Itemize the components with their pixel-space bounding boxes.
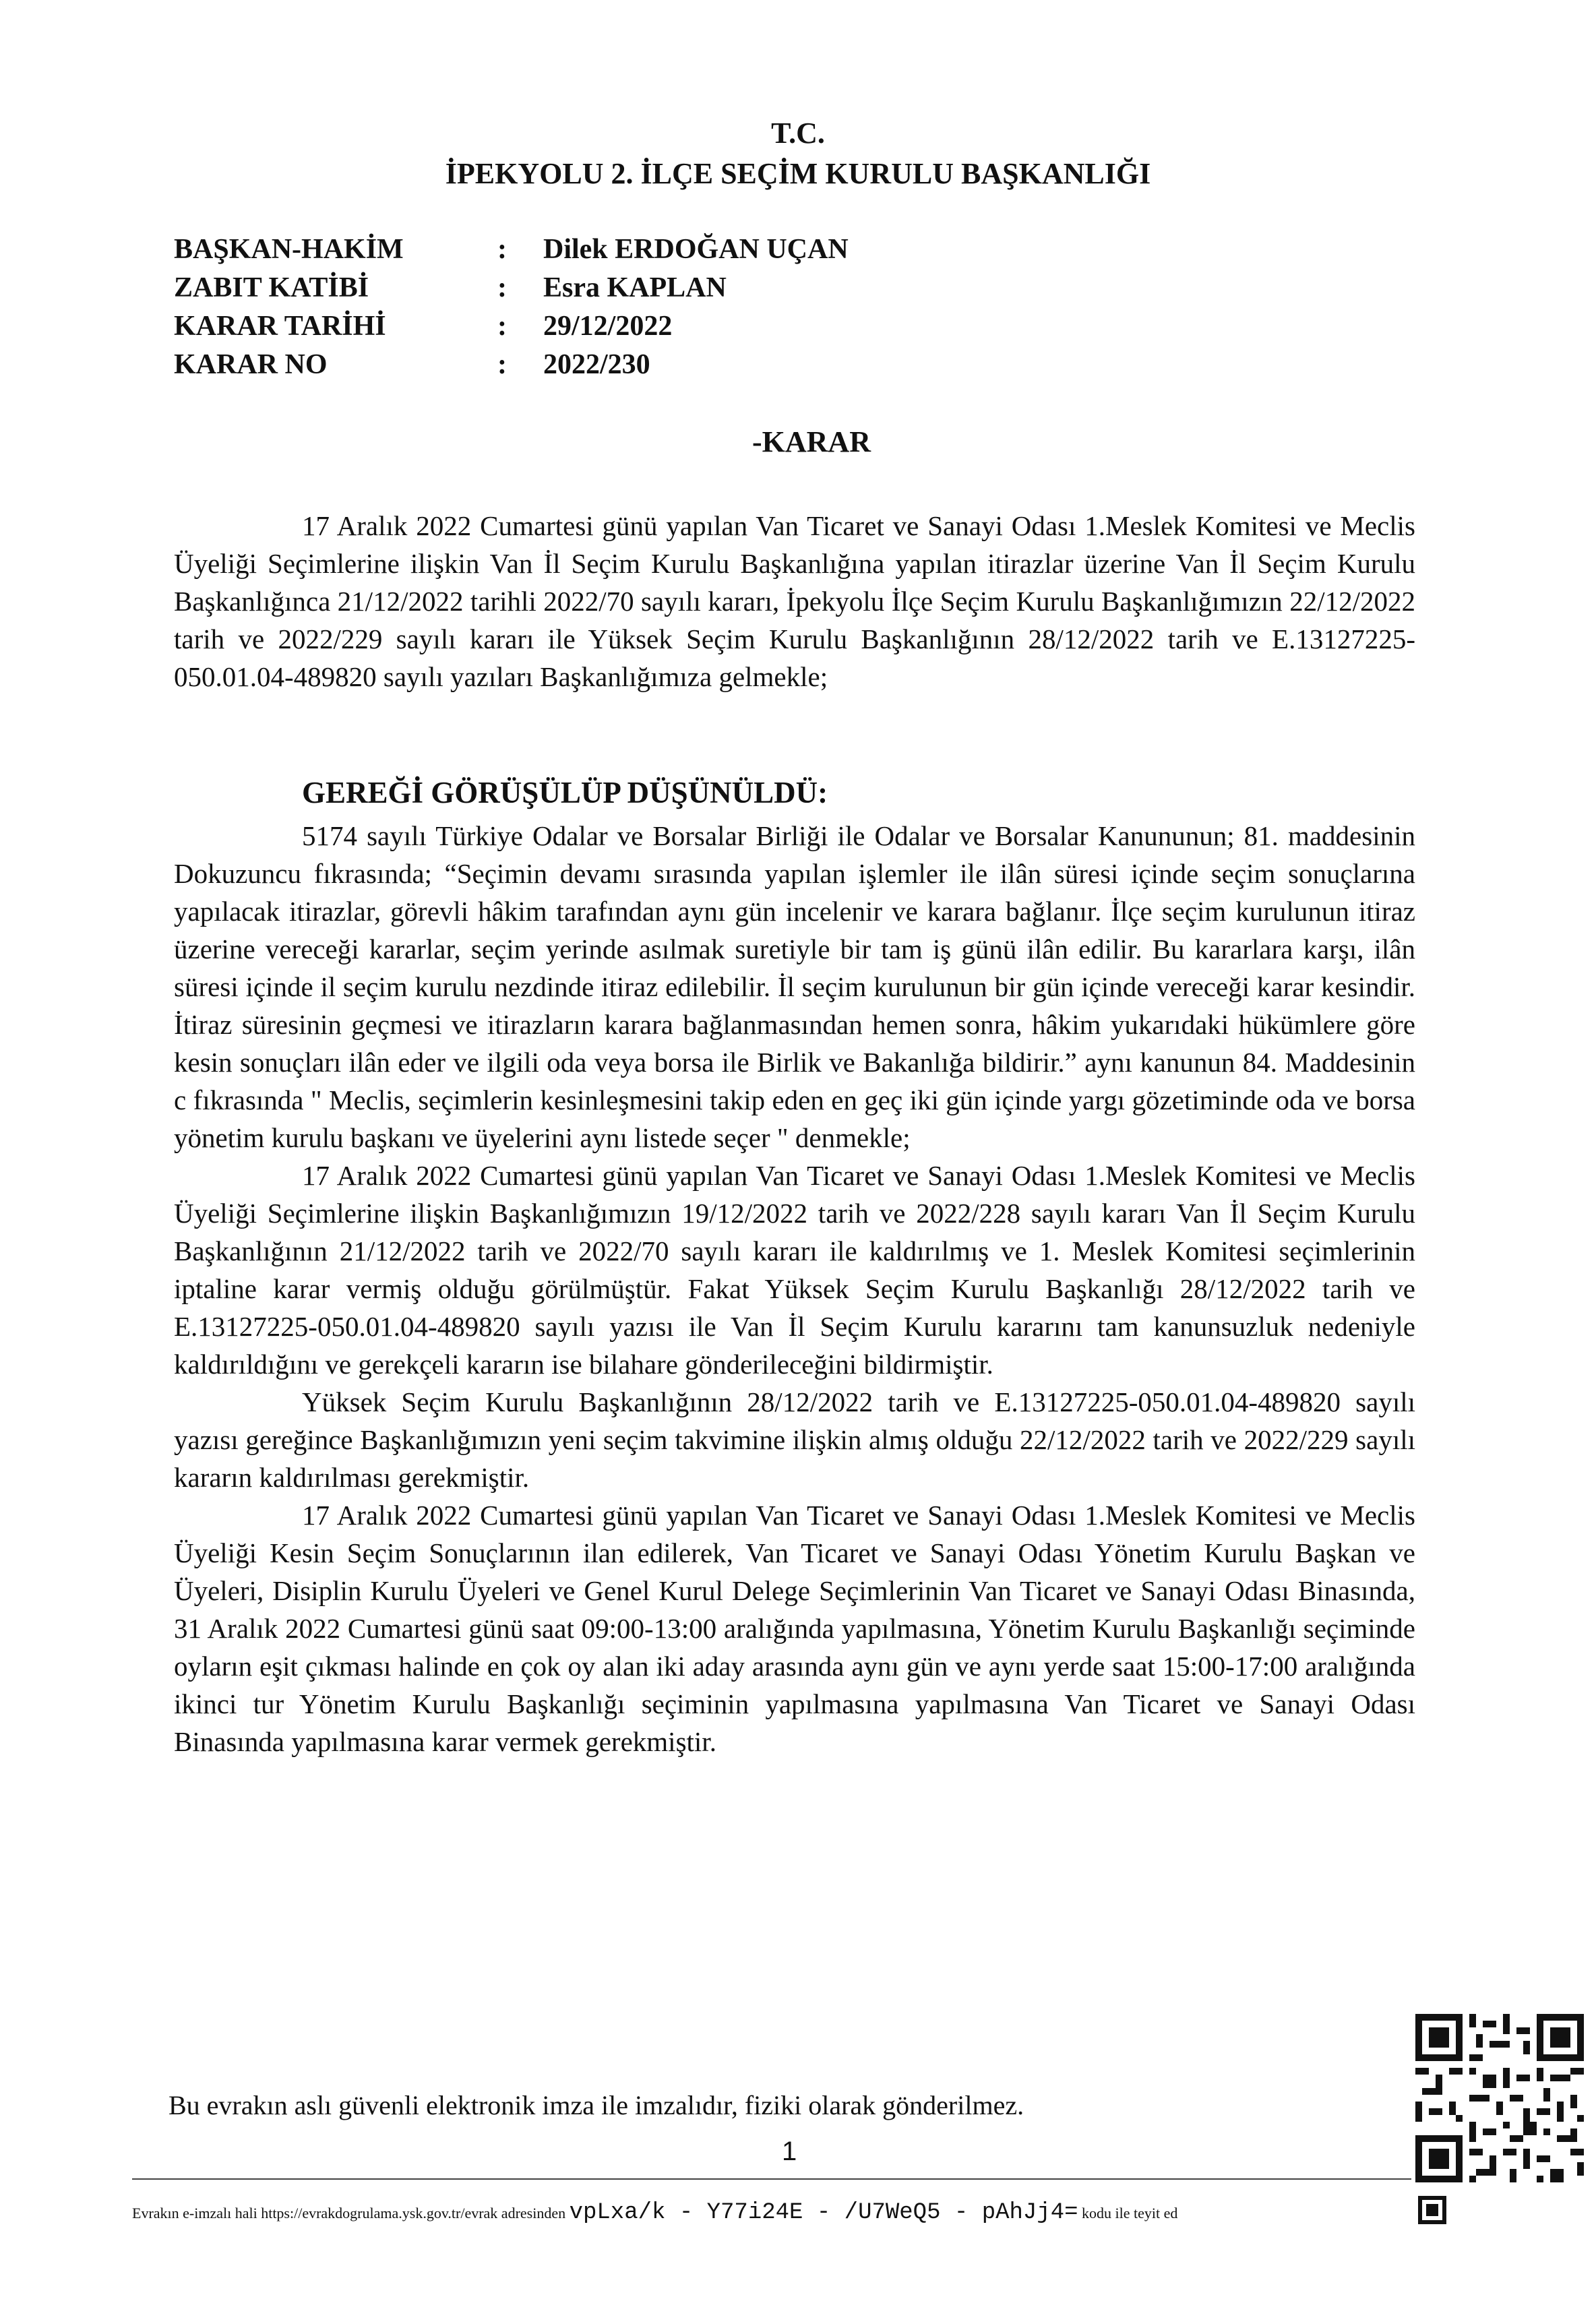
meta-value: 2022/230 [543, 349, 650, 380]
meta-key: ZABIT KATİBİ [174, 272, 369, 303]
body-paragraph: 17 Aralık 2022 Cumartesi günü yapılan Van Ticaret ve Sanayi Odası 1.Meslek Komitesi ve Meclis Üyeliği Seçimlerine ilişkin Başkanlığımızın 19/12/2022 tarih ve 2022/228 sayılı kararı Van İl Seçim Kurulu Başkanlığının 21/12/2022 tarih ve 2022/70 sayılı kararı ile kaldırılmış ve 1. Meslek Komitesi seçimlerinin iptaline karar vermiş olduğu görülmüştür. Fakat Yüksek Seçim Kurulu Başkanlığı 28/12/2022 tarih ve E.13127225-050.01.04-489820 sayılı yazısı ile Van İl Seçim Kurulu kararını tam kanunsuzluk nedeniyle kaldırıldığını ve gerekçeli kararın ise bilahare gönderileceğini bildirmiştir. [174, 1160, 1415, 1380]
footer-divider [132, 2178, 1411, 2180]
main-body [174, 817, 1415, 1760]
body-paragraph: Yüksek Seçim Kurulu Başkanlığının 28/12/2022 tarih ve E.13127225-050.01.04-489820 sayılı yazısı gereğince Başkanlığımızın yeni seçim takvimine ilişkin almış olduğu 22/12/2022 tarih ve 2022/229 sayılı kararın kaldırılması gerekmiştir. [174, 1386, 1415, 1493]
meta-colon: : [497, 272, 507, 303]
page-number: 1 [782, 2137, 797, 2166]
meta-key: KARAR NO [174, 349, 328, 380]
small-qr-icon [1418, 2196, 1446, 2224]
intro-section [174, 507, 1415, 696]
meta-row-clerk [174, 272, 849, 310]
meta-value: Dilek ERDOĞAN UÇAN [543, 234, 849, 265]
meta-colon: : [497, 234, 507, 265]
e-signature-note: Bu evrakın aslı güvenli elektronik imza ile imzalıdır, fiziki olarak gönderilmez. [168, 2090, 1024, 2120]
qr-code-icon [1415, 2014, 1584, 2182]
meta-colon: : [497, 349, 507, 380]
meta-row-judge [174, 233, 849, 272]
verification-code: vpLxa/k - Y77i24E - /U7WeQ5 - pAhJj4= [569, 2200, 1078, 2226]
meta-key: BAŞKAN-HAKİM [174, 234, 404, 265]
section-title: GEREĞİ GÖRÜŞÜLÜP DÜŞÜNÜLDÜ: [302, 776, 828, 809]
body-paragraph: 5174 sayılı Türkiye Odalar ve Borsalar Birliği ile Odalar ve Borsalar Kanununun; 81. maddesinin Dokuzuncu fıkrasında; “Seçimin devamı sırasında yapılan işlemler ile ilân süresi içinde seçim sonuçlarına yapılacak itirazlar, görevli hâkim tarafından aynı gün incelenir ve karara bağlanır. İlçe seçim kurulunun itiraz üzerine vereceği kararlar, seçim yerinde asılmak suretiyle bir tam iş günü ilân edilir. Bu kararlara karşı, ilân süresi içinde il seçim kurulu nezdinde itiraz edilebilir. İl seçim kurulunun bir gün içinde vereceği karar kesindir. İtiraz süresinin geçmesi ve itirazların karara bağlanmasından hemen sonra, hâkim yukarıdaki hükümlere göre kesin sonuçları ilân eder ve ilgili oda veya borsa ile Birlik ve Bakanlığa bildirir.” aynı kanunun 84. Maddesinin c fıkrasında " Meclis, seçimlerin kesinleşmesini takip eden en geç iki gün içinde yargı gözetiminde oda ve borsa yönetim kurulu başkanı ve üyelerini aynı listede seçer " denmekle; [174, 820, 1415, 1153]
header-institution: İPEKYOLU 2. İLÇE SEÇİM KURULU BAŞKANLIĞI [445, 157, 1151, 190]
meta-colon: : [497, 311, 507, 342]
meta-key: KARAR TARİHİ [174, 311, 386, 342]
meta-row-date [174, 310, 849, 348]
meta-value: Esra KAPLAN [543, 272, 727, 303]
body-paragraph: 17 Aralık 2022 Cumartesi günü yapılan Van Ticaret ve Sanayi Odası 1.Meslek Komitesi ve Meclis Üyeliği Kesin Seçim Sonuçlarının ilan edilerek, Van Ticaret ve Sanayi Odası Yönetim Kurulu Başkan ve Üyeleri, Disiplin Kurulu Üyeleri ve Genel Kurul Delege Seçimlerinin Van Ticaret ve Sanayi Odası Binasında, 31 Aralık 2022 Cumartesi günü saat 09:00-13:00 aralığında yapılmasına, Yönetim Kurulu Başkanlığı seçiminde oyların eşit çıkması halinde en çok oy alan iki aday arasında aynı gün ve aynı yerde saat 15:00-17:00 aralığında ikinci tur Yönetim Kurulu Başkanlığı seçiminin yapılmasına yapılmasına Van Ticaret ve Sanayi Odası Binasında yapılmasına karar vermek gerekmiştir. [174, 1500, 1415, 1757]
meta-value: 29/12/2022 [543, 311, 673, 342]
verification-prefix: Evrakın e-imzalı hali https://evrakdogrulama.ysk.gov.tr/evrak adresinden [132, 2205, 566, 2221]
decision-title: -KARAR [752, 425, 871, 458]
header-tc: T.C. [771, 117, 825, 150]
verification-suffix: kodu ile teyit ed [1082, 2205, 1178, 2221]
verification-line [132, 2200, 1177, 2226]
meta-row-number [174, 348, 849, 387]
decision-metadata [174, 233, 849, 387]
intro-paragraph: 17 Aralık 2022 Cumartesi günü yapılan Van Ticaret ve Sanayi Odası 1.Meslek Komitesi ve Meclis Üyeliği Seçimlerine ilişkin Van İl Seçim Kurulu Başkanlığına yapılan itirazlar üzerine Van İl Seçim Kurulu Başkanlığınca 21/12/2022 tarihli 2022/70 sayılı kararı, İpekyolu İlçe Seçim Kurulu Başkanlığımızın 22/12/2022 tarih ve 2022/229 sayılı kararı ile Yüksek Seçim Kurulu Başkanlığının 28/12/2022 tarih ve E.13127225-050.01.04-489820 sayılı yazıları Başkanlığımıza gelmekle; [174, 510, 1415, 692]
